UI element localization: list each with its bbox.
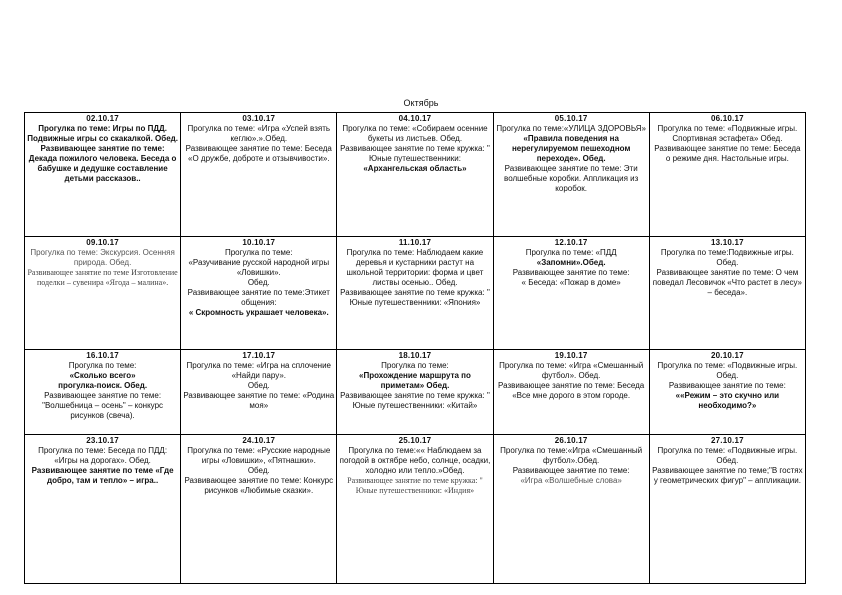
day-activity-text: Прогулка по теме: «Собираем осенние букеты из листьев. Обед. — [342, 124, 488, 143]
day-activity-text: Развивающее занятие по теме кружка: " Юные путешественники: «Япония» — [340, 288, 490, 307]
day-activity-text: Прогулка по теме:«УЛИЦА ЗДОРОВЬЯ» — [496, 124, 646, 133]
day-activity-text: «Запомни».Обед. — [536, 258, 606, 267]
day-activity-text: Развивающее занятие по теме: О чем поведал Лесовичок «Что растет в лесу» – беседа». — [652, 268, 802, 297]
day-activity-text: «Прохождение маршрута по приметам» Обед. — [359, 371, 471, 390]
day-date: 26.10.17 — [554, 436, 588, 445]
day-activity-text: Развивающее занятие по теме кружка: " Юные путешественники: «Китай» — [340, 391, 490, 410]
day-activity-text: прогулка-поиск. Обед. — [58, 381, 148, 390]
day-activity-text: Развивающее занятие по теме: — [512, 466, 630, 475]
day-date: 09.10.17 — [86, 238, 119, 247]
day-activity-text: «Игра «Волшебные слова» — [520, 476, 622, 485]
day-date: 19.10.17 — [554, 351, 588, 360]
day-cell — [493, 350, 649, 435]
day-activity-text: Прогулка по теме: — [68, 361, 137, 370]
day-date: 18.10.17 — [398, 351, 432, 360]
week-row — [25, 237, 806, 350]
week-row — [25, 113, 806, 237]
day-activity-text: Обед. — [247, 278, 270, 287]
day-cell — [337, 435, 493, 584]
day-cell — [337, 113, 493, 237]
day-activity-text: Развивающее занятие по теме: «Родина моя» — [183, 391, 335, 410]
week-row — [25, 435, 806, 584]
day-activity-text: Прогулка по теме: «Игра «Смешанный футбол». Обед. — [499, 361, 644, 380]
day-activity-text: « Скромность украшает человека». — [188, 308, 329, 317]
day-date: 16.10.17 — [86, 351, 119, 360]
day-cell — [25, 435, 181, 584]
day-cell — [181, 113, 337, 237]
month-title: Октябрь — [403, 98, 439, 108]
day-activity-text: Развивающее занятие по теме: Эти волшебные коробки. Аппликация из коробок. — [504, 164, 639, 193]
day-cell — [181, 350, 337, 435]
day-date: 05.10.17 — [554, 114, 588, 123]
day-activity-text: Прогулка по теме: Экскурсия. Осенняя природа. Обед. — [30, 248, 175, 267]
day-activity-text: Развивающее занятие по теме: Декада пожилого человека. Беседа о бабушке и дедушке составление детьми рассказов.. — [28, 144, 177, 183]
day-activity-text: Прогулка по теме: «Русские народные игры «Ловишки», «Пятнашки». — [187, 446, 331, 465]
day-activity-text: Развивающее занятие по теме Изготовление поделки – сувенира «Ягода – малина». — [27, 268, 178, 287]
day-activity-text: Прогулка по теме:«« Наблюдаем за погодой в октябре небо, солнце, осадки, холодно или тепло.»Обед. — [339, 446, 491, 475]
day-activity-text: Прогулка по теме: «Подвижные игры. Спортивная эстафета» Обед. — [657, 124, 798, 143]
day-cell — [25, 350, 181, 435]
day-date: 06.10.17 — [711, 114, 744, 123]
day-date: 23.10.17 — [86, 436, 119, 445]
schedule-table — [24, 112, 806, 584]
day-activity-text: «Архангельская область» — [363, 164, 467, 173]
week-row — [25, 350, 806, 435]
day-activity-text: « Беседа: «Пожар в доме» — [521, 278, 621, 287]
day-cell — [649, 435, 805, 584]
day-date: 17.10.17 — [242, 351, 276, 360]
day-cell — [181, 237, 337, 350]
day-activity-text: «Разучивание русской народной игры «Ловишки». — [188, 258, 330, 277]
day-date: 12.10.17 — [554, 238, 588, 247]
day-cell — [337, 237, 493, 350]
day-date: 02.10.17 — [86, 114, 119, 123]
schedule-body — [25, 113, 806, 584]
day-cell — [649, 237, 805, 350]
day-activity-text: Прогулка по теме:Подвижные игры. Обед. — [660, 248, 794, 267]
day-activity-text: Прогулка по теме: — [224, 248, 293, 257]
day-cell — [25, 237, 181, 350]
day-activity-text: Развивающее занятие по теме: Беседа «Все мне дорого в этом городе. — [498, 381, 645, 400]
day-activity-text: Развивающее занятие по теме: — [668, 381, 786, 390]
day-activity-text: Развивающее занятие по теме: Беседа о режиме дня. Настольные игры. — [654, 144, 801, 163]
day-activity-text: Развивающее занятие по теме кружка: " Юные путешественники: «Индия» — [347, 476, 483, 495]
day-activity-text: Развивающее занятие по теме: — [512, 268, 630, 277]
day-cell — [181, 435, 337, 584]
day-cell — [337, 350, 493, 435]
day-activity-text: «Правила поведения на нерегулируемом пешеходном переходе». Обед. — [511, 134, 631, 163]
day-date: 25.10.17 — [398, 436, 432, 445]
day-cell — [493, 237, 649, 350]
day-activity-text: Прогулка по теме: «ПДД — [525, 248, 617, 257]
day-activity-text: Прогулка по теме: Наблюдаем какие деревья и кустарники растут на школьной территории: форма и цвет листвы осенью.. Обед. — [346, 248, 484, 287]
day-cell — [493, 113, 649, 237]
day-date: 27.10.17 — [711, 436, 744, 445]
day-activity-text: Обед. — [247, 381, 270, 390]
day-activity-text: Прогулка по теме: «Игра «Успей взять кеглю».».Обед. — [187, 124, 331, 143]
day-activity-text: Развивающее занятие по теме: Беседа «О дружбе, доброте и отзывчивости». — [185, 144, 332, 163]
day-activity-text: Прогулка по теме: — [381, 361, 449, 370]
day-date: 04.10.17 — [398, 114, 432, 123]
day-date: 10.10.17 — [242, 238, 276, 247]
day-activity-text: Прогулка по теме: «Игра на сплочение «Найди пару». — [186, 361, 332, 380]
day-date: 13.10.17 — [711, 238, 744, 247]
day-activity-text: Развивающее занятие по теме «Где добро, там и тепло» – игра.. — [31, 466, 174, 485]
day-activity-text: «Сколько всего» — [69, 371, 136, 380]
day-activity-text: Развивающее занятие по теме;"В гостях у геометрических фигур" – аппликации. — [652, 466, 803, 485]
day-activity-text: Развивающее занятие по теме: "Волшебница – осень" – конкурс рисунков (свеча). — [42, 391, 164, 420]
day-date: 20.10.17 — [711, 351, 744, 360]
day-date: 11.10.17 — [398, 238, 432, 247]
day-activity-text: ««Режим – это скучно или необходимо?» — [675, 391, 780, 410]
day-activity-text: Прогулка по теме: Беседа по ПДД: «Игры на дорогах». Обед. — [38, 446, 168, 465]
day-activity-text: Обед. — [247, 466, 270, 475]
day-cell — [649, 113, 805, 237]
day-activity-text: Развивающее занятие по теме кружка: " Юные путешественники: — [340, 144, 490, 163]
day-date: 03.10.17 — [242, 114, 276, 123]
day-activity-text: Прогулка по теме: «Подвижные игры. Обед. — [657, 446, 798, 465]
day-cell — [493, 435, 649, 584]
day-date: 24.10.17 — [242, 436, 276, 445]
day-cell — [649, 350, 805, 435]
day-activity-text: Прогулка по теме:«Игра «Смешанный футбол».Обед. — [500, 446, 643, 465]
day-activity-text: Прогулка по теме: «Подвижные игры. Обед. — [657, 361, 798, 380]
day-cell — [25, 113, 181, 237]
day-activity-text: Развивающее занятие по теме: Конкурс рисунков «Любимые сказки». — [184, 476, 334, 495]
day-activity-text: Прогулка по теме: Игры по ПДД. Подвижные игры со скакалкой. Обед. — [27, 124, 178, 143]
day-activity-text: Развивающее занятие по теме:Этикет общения: — [187, 288, 330, 307]
